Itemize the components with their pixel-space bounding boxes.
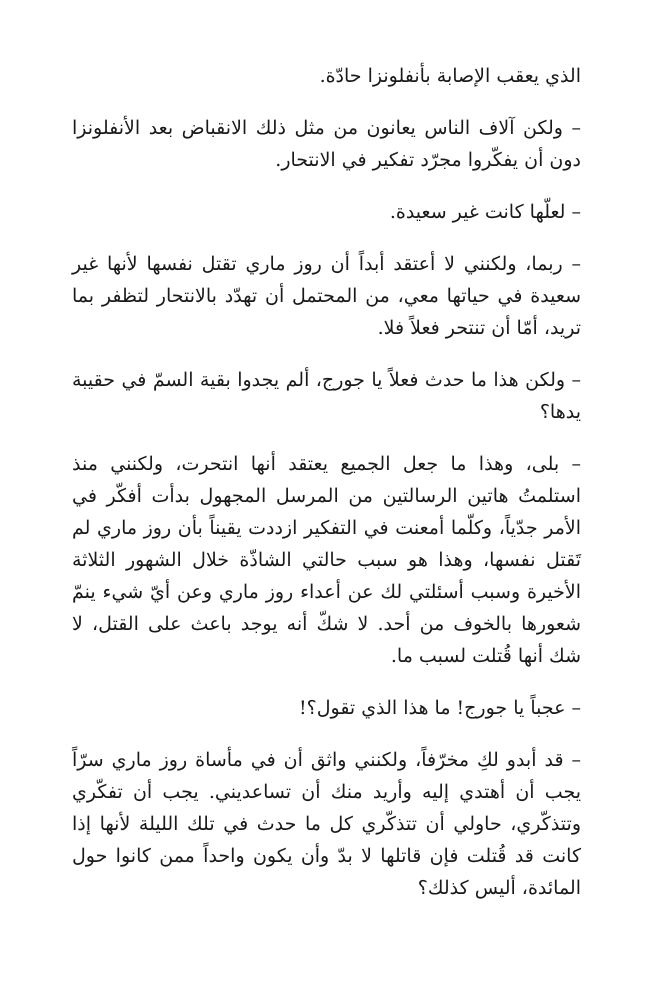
paragraph-8: – قد أبدو لكِ مخرّفاً، ولكنني واثق أن في مأساة روز ماري سرّاً يجب أن أهتدي إليه وأريد منك أن تساعديني. يجب أن تفكّري وتتذكّري، حاولي أن تتذكّري كل ما حدث في تلك الليلة لأنها إذا كانت قد قُتلت فإن قاتلها لا بدّ وأن يكون واحداً ممن كانوا حول المائدة، أليس كذلك؟ bbox=[72, 749, 581, 899]
paragraph-7: – عجباً يا جورج! ما هذا الذي تقول؟! bbox=[298, 697, 581, 719]
paragraph-2: – ولكن آلاف الناس يعانون من مثل ذلك الانقباض بعد الأنفلونزا دون أن يفكّروا مجرّد تفكير في الانتحار. bbox=[72, 117, 581, 171]
paragraph-5: – ولكن هذا ما حدث فعلاً يا جورج، ألم يجدوا بقية السمّ في حقيبة يدها؟ bbox=[72, 369, 581, 423]
paragraph-6: – بلى، وهذا ما جعل الجميع يعتقد أنها انتحرت، ولكنني منذ استلمتُ هاتين الرسالتين من المرسل المجهول بدأت أفكّر في الأمر جدّياً، وكلّما أمعنت في التفكير ازددت يقيناً بأن روز ماري لم تَقتل نفسها، وهذا هو سبب حالتي الشاذّة خلال الشهور الثلاثة الأخيرة وسبب أسئلتي لك عن أعداء روز ماري وعن أيّ شيء ينمّ شعورها بالخوف من أحد. لا شكّ أنه يوجد باعث على القتل، لا شك أنها قُتلت لسبب ما. bbox=[72, 453, 581, 667]
paragraph-4: – ربما، ولكنني لا أعتقد أبداً أن روز ماري تقتل نفسها لأنها غير سعيدة في حياتها معي، من المحتمل أن تهدّد بالانتحار لتظفر بما تريد، أمّا أن تنتحر فعلاً فلا. bbox=[72, 253, 581, 339]
paragraph-1: الذي يعقب الإصابة بأنفلونزا حادّة. bbox=[319, 65, 581, 87]
paragraph-3: – لعلّها كانت غير سعيدة. bbox=[389, 201, 581, 223]
book-page bbox=[72, 60, 581, 924]
